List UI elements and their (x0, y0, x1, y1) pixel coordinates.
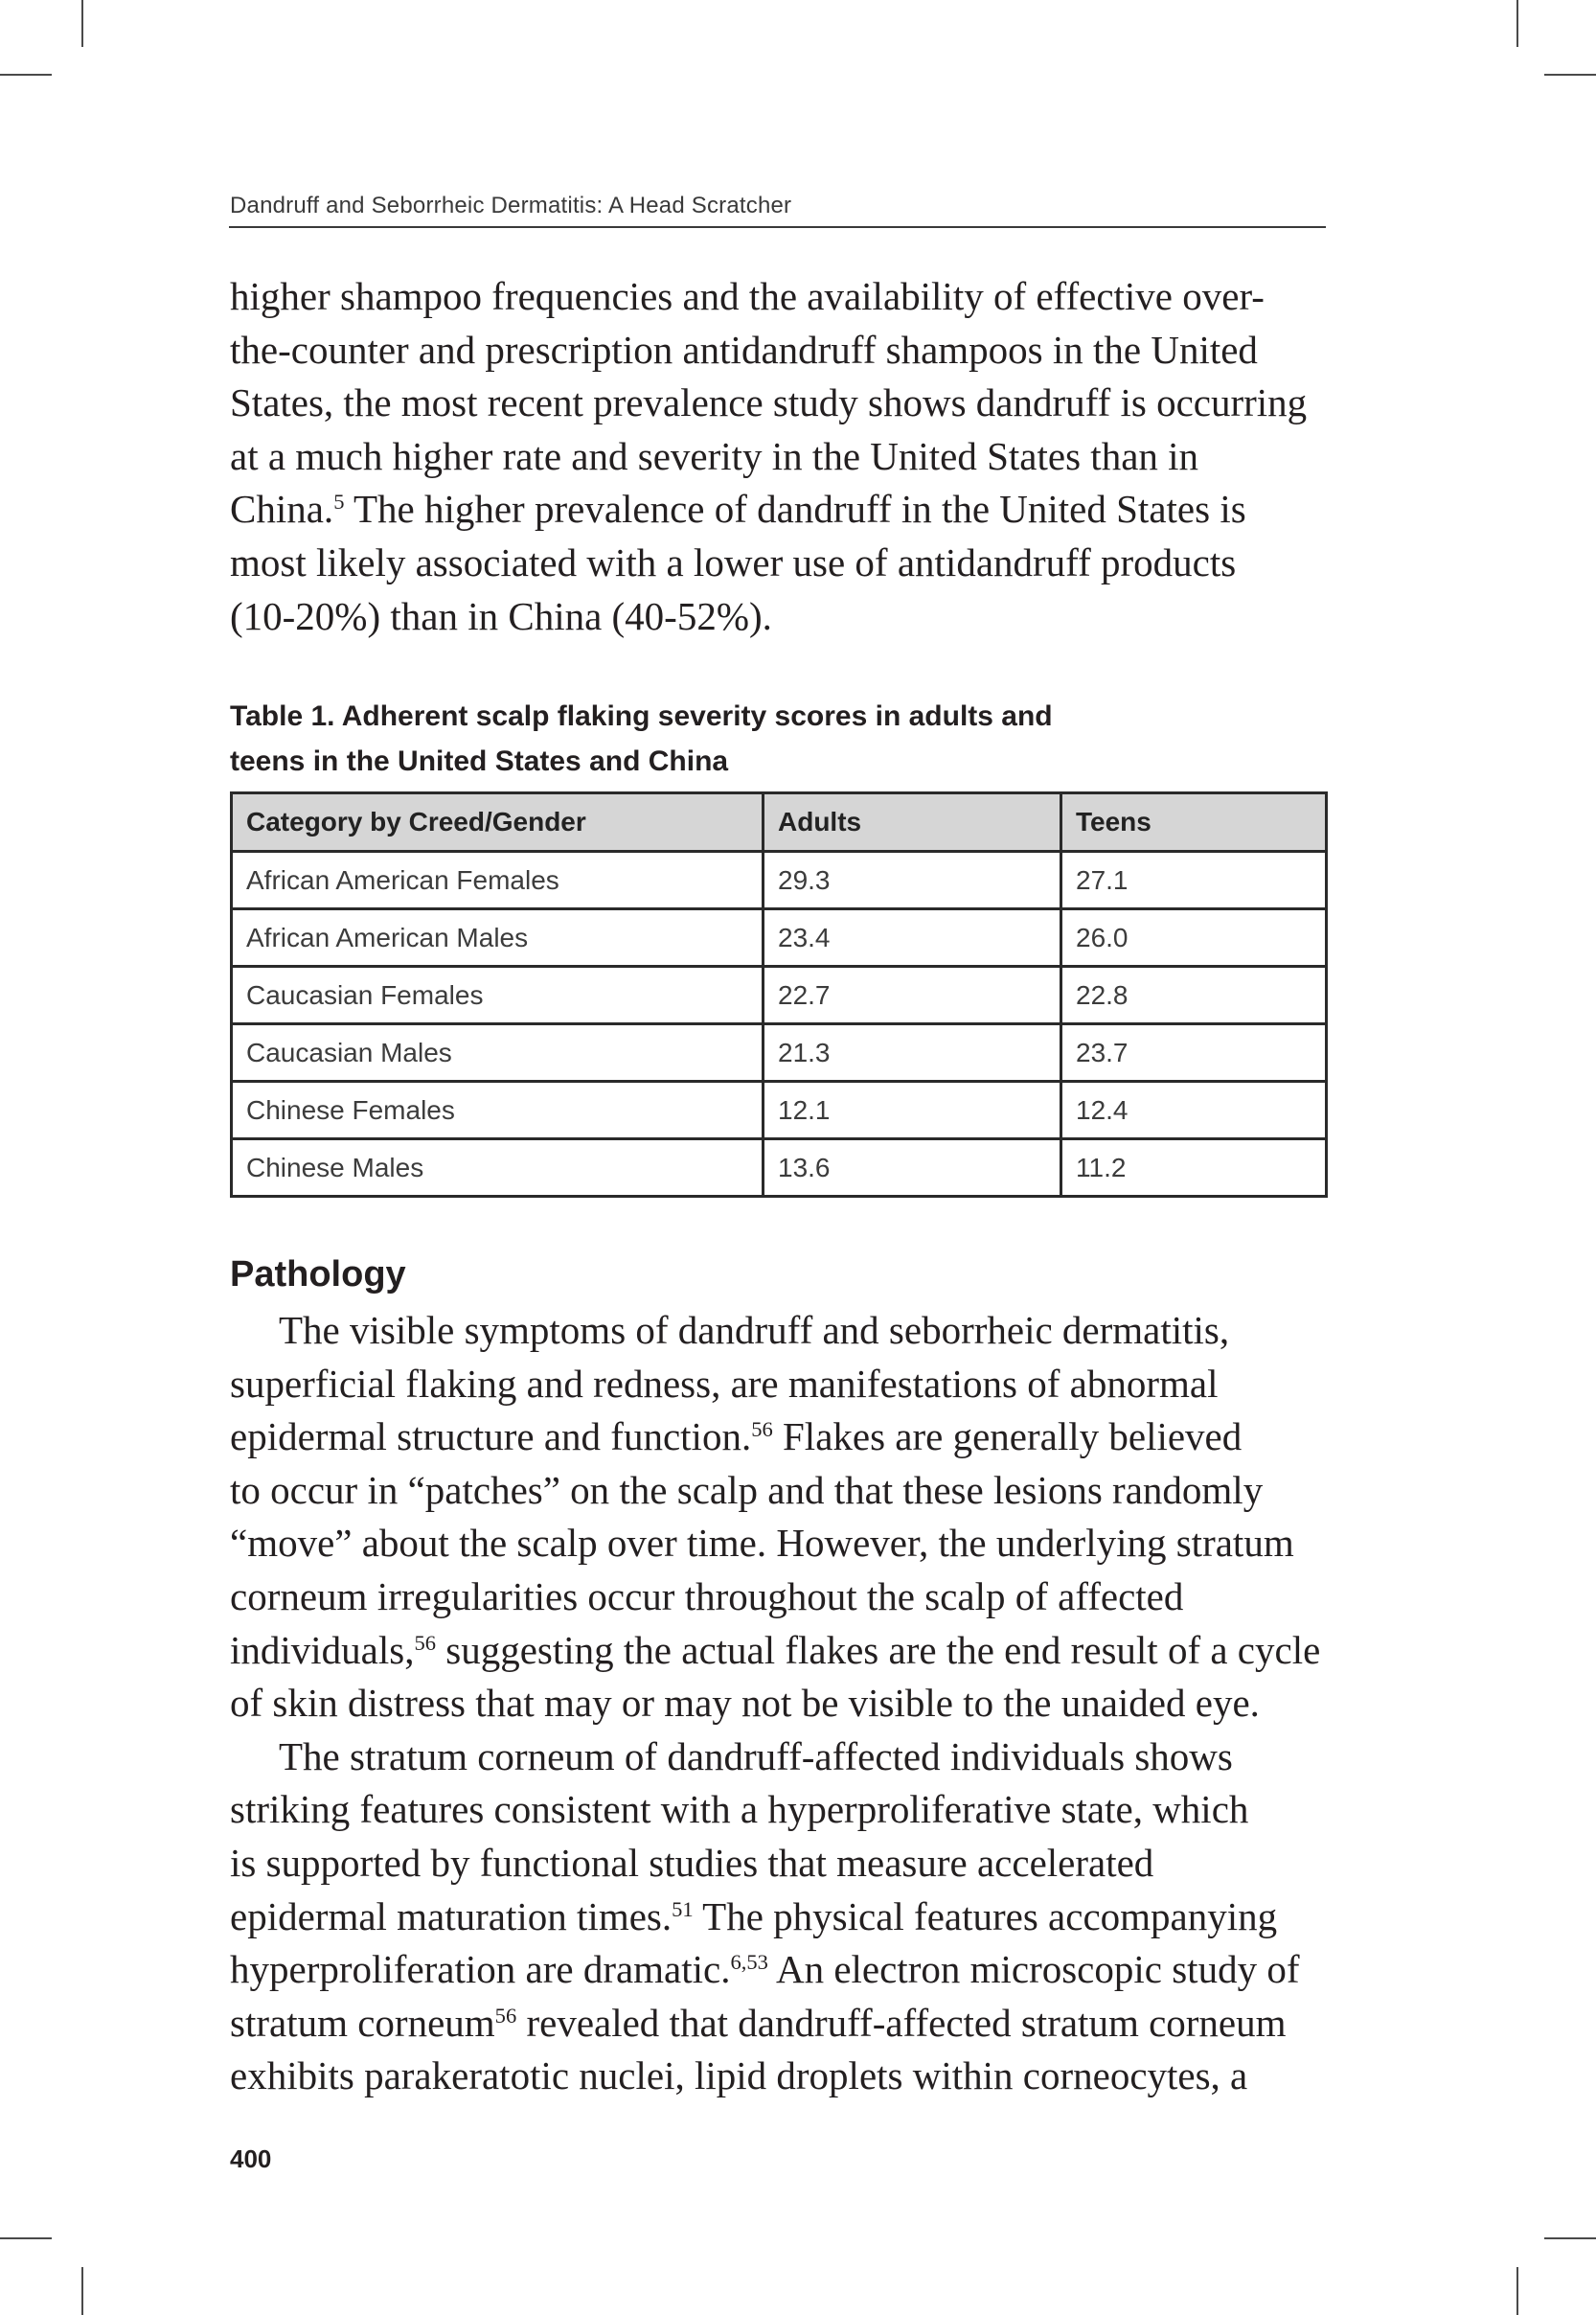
column-header-teens: Teens (1061, 793, 1327, 852)
table-cell-category: Chinese Females (232, 1082, 764, 1139)
text-segment: China. (230, 487, 334, 532)
table-cell-teens: 23.7 (1061, 1024, 1327, 1082)
text-line: The visible symptoms of dandruff and seborrheic dermatitis, (279, 1308, 1230, 1352)
table-cell-teens: 11.2 (1061, 1139, 1327, 1197)
table-caption (230, 694, 1053, 784)
table-cell-adults: 29.3 (764, 852, 1061, 909)
table-cell-category: Chinese Males (232, 1139, 764, 1197)
table-caption-line: Table 1. Adherent scalp flaking severity scores in adults and (230, 700, 1053, 732)
body-paragraph (230, 1304, 1320, 1731)
table-cell-teens: 26.0 (1061, 909, 1327, 967)
text-line: is supported by functional studies that measure accelerated (230, 1840, 1154, 1885)
text-line: The stratum corneum of dandruff-affected individuals shows (279, 1733, 1233, 1778)
text-segment: The physical features accompanying (693, 1893, 1278, 1938)
text-line (230, 1410, 1320, 1464)
page-number: 400 (230, 2144, 272, 2173)
text-segment: Flakes are generally believed (772, 1414, 1243, 1459)
citation-superscript: 51 (672, 1896, 694, 1921)
table-header-row (232, 793, 1327, 852)
text-line: superficial flaking and redness, are manifestations of abnormal (230, 1361, 1219, 1406)
text-segment: suggesting the actual flakes are the end result of a cycle (436, 1627, 1321, 1672)
citation-superscript: 6,53 (730, 1950, 768, 1975)
crop-mark (1516, 0, 1518, 47)
crop-mark (0, 2237, 52, 2239)
crop-mark (81, 2267, 83, 2315)
text-line: (10-20%) than in China (40-52%). (230, 593, 772, 638)
citation-superscript: 56 (751, 1417, 773, 1442)
table-cell-adults: 21.3 (764, 1024, 1061, 1082)
table-row (232, 852, 1327, 909)
text-line (230, 1624, 1320, 1678)
text-line: of skin distress that may or may not be visible to the unaided eye. (230, 1681, 1260, 1726)
text-segment: An electron microscopic study of (767, 1947, 1300, 1992)
table-cell-category: Caucasian Males (232, 1024, 764, 1082)
text-line: higher shampoo frequencies and the availability of effective over- (230, 274, 1265, 318)
text-segment: revealed that dandruff-affected stratum corneum (516, 2000, 1287, 2045)
citation-superscript: 56 (494, 2003, 517, 2028)
severity-table (230, 791, 1328, 1198)
text-line: the-counter and prescription antidandruff shampoos in the United (230, 327, 1258, 372)
table-cell-adults: 23.4 (764, 909, 1061, 967)
text-line: corneum irregularities occur throughout the scalp of affected (230, 1573, 1184, 1618)
column-header-category: Category by Creed/Gender (232, 793, 764, 852)
crop-mark (0, 74, 52, 76)
table-cell-category: African American Females (232, 852, 764, 909)
text-segment: hyperproliferation are dramatic. (230, 1947, 731, 1992)
column-header-adults: Adults (764, 793, 1061, 852)
text-line: to occur in “patches” on the scalp and that these lesions randomly (230, 1467, 1264, 1512)
body-paragraph (230, 1731, 1299, 2103)
running-head: Dandruff and Seborrheic Dermatitis: A Head Scratcher (230, 193, 792, 218)
citation-superscript: 56 (414, 1630, 437, 1655)
crop-mark (1516, 2267, 1518, 2315)
text-segment: individuals, (230, 1627, 415, 1672)
table-cell-teens: 12.4 (1061, 1082, 1327, 1139)
crop-mark (1544, 2237, 1596, 2239)
table-cell-teens: 22.8 (1061, 967, 1327, 1024)
text-segment: stratum corneum (230, 2000, 495, 2045)
text-line: exhibits parakeratotic nuclei, lipid droplets within corneocytes, a (230, 2053, 1248, 2098)
table-row (232, 1139, 1327, 1197)
text-line (230, 483, 1307, 537)
table-row (232, 967, 1327, 1024)
section-heading: Pathology (230, 1254, 406, 1295)
text-segment: The higher prevalence of dandruff in the United States is (344, 487, 1246, 532)
citation-superscript: 5 (333, 490, 345, 515)
intro-paragraph (230, 270, 1307, 643)
text-line: States, the most recent prevalence study shows dandruff is occurring (230, 380, 1308, 425)
text-line: striking features consistent with a hyperproliferative state, which (230, 1787, 1249, 1832)
table-cell-adults: 12.1 (764, 1082, 1061, 1139)
table-row (232, 1024, 1327, 1082)
table-cell-category: African American Males (232, 909, 764, 967)
table-cell-teens: 27.1 (1061, 852, 1327, 909)
crop-mark (1544, 74, 1596, 76)
text-line (230, 1891, 1299, 1944)
crop-mark (81, 0, 83, 47)
text-line: at a much higher rate and severity in the United States than in (230, 433, 1199, 478)
text-line (230, 1943, 1299, 1997)
text-line (230, 1997, 1299, 2051)
text-segment: epidermal structure and function. (230, 1414, 752, 1459)
table-cell-category: Caucasian Females (232, 967, 764, 1024)
table-row (232, 1082, 1327, 1139)
text-line: “move” about the scalp over time. However, the underlying stratum (230, 1521, 1294, 1566)
text-segment: epidermal maturation times. (230, 1893, 673, 1938)
table-row (232, 909, 1327, 967)
table-caption-line: teens in the United States and China (230, 745, 729, 777)
header-rule (229, 226, 1326, 228)
text-line: most likely associated with a lower use of antidandruff products (230, 539, 1237, 584)
table-cell-adults: 22.7 (764, 967, 1061, 1024)
table-cell-adults: 13.6 (764, 1139, 1061, 1197)
